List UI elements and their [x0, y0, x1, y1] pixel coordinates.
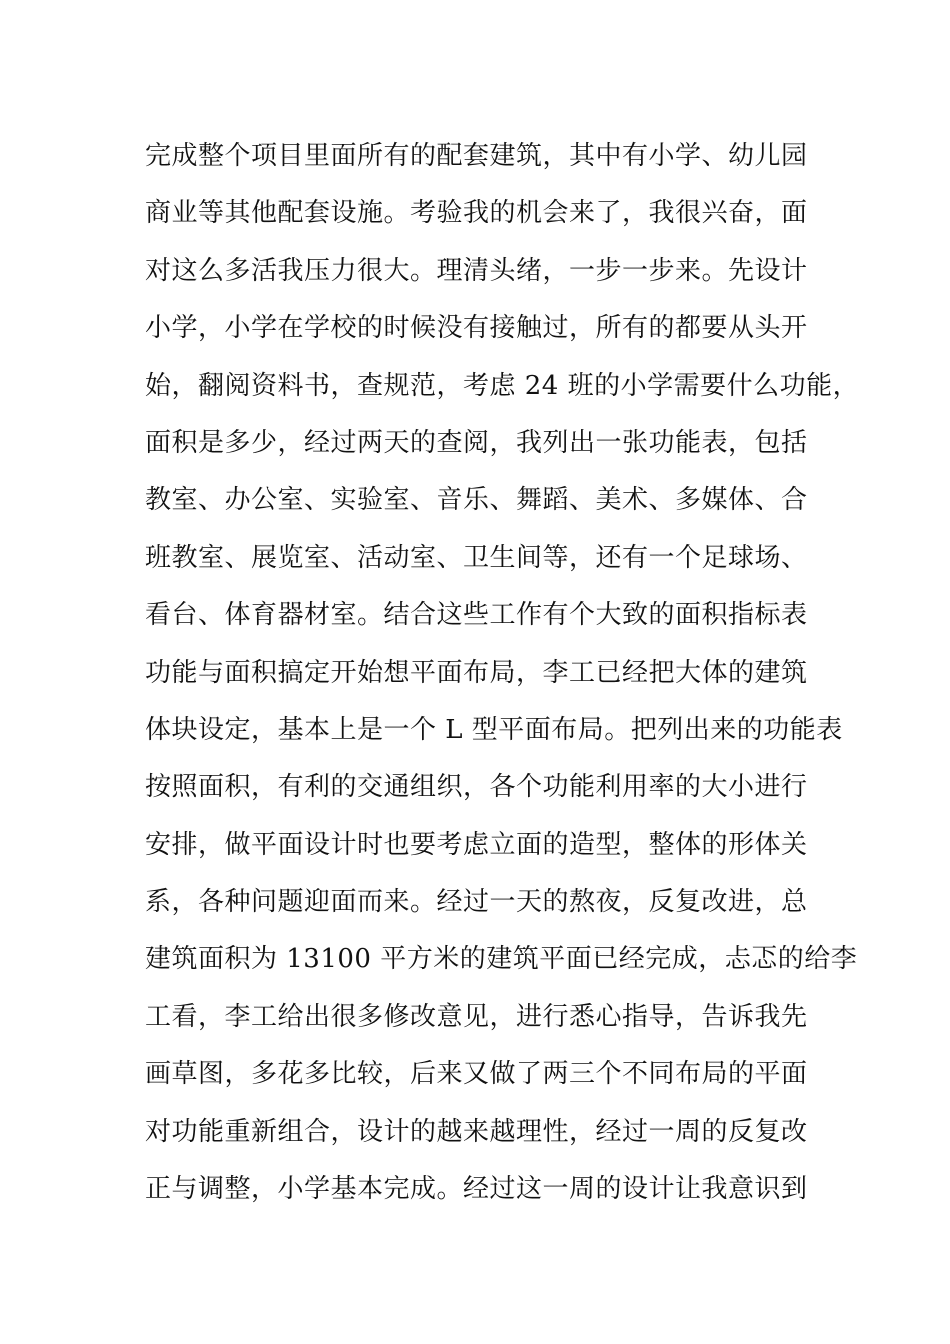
text-line: 始，翻阅资料书，查规范，考虑 24 班的小学需要什么功能， [145, 370, 860, 401]
text-line: 工看，李工给出很多修改意见，进行悉心指导，告诉我先 [145, 1001, 808, 1032]
text-line: 小学，小学在学校的时候没有接触过，所有的都要从头开 [145, 313, 808, 344]
text-line: 建筑面积为 13100 平方米的建筑平面已经完成，忐忑的给李 [145, 944, 858, 975]
text-line: 看台、体育器材室。结合这些工作有个大致的面积指标表 [145, 600, 808, 631]
text-line: 面积是多少，经过两天的查阅，我列出一张功能表，包括 [145, 427, 808, 458]
text-line: 班教室、展览室、活动室、卫生间等，还有一个足球场、 [145, 542, 808, 573]
text-line: 对这么多活我压力很大。理清头绪，一步一步来。先设计 [145, 255, 808, 286]
text-line: 系，各种问题迎面而来。经过一天的熬夜，反复改进，总 [145, 887, 808, 918]
text-line: 安排，做平面设计时也要考虑立面的造型，整体的形体关 [145, 829, 808, 860]
text-line: 功能与面积搞定开始想平面布局，李工已经把大体的建筑 [145, 657, 808, 688]
text-line: 按照面积，有利的交通组织，各个功能利用率的大小进行 [145, 772, 808, 803]
text-line: 画草图，多花多比较，后来又做了两三个不同布局的平面 [145, 1059, 808, 1090]
text-line: 对功能重新组合，设计的越来越理性，经过一周的反复改 [145, 1116, 808, 1147]
text-line: 正与调整，小学基本完成。经过这一周的设计让我意识到 [145, 1174, 808, 1205]
text-line: 商业等其他配套设施。考验我的机会来了，我很兴奋，面 [145, 198, 808, 229]
body-text [145, 128, 860, 1218]
text-line: 完成整个项目里面所有的配套建筑，其中有小学、幼儿园 [145, 141, 808, 171]
text-line: 教室、办公室、实验室、音乐、舞蹈、美术、多媒体、合 [145, 485, 808, 516]
text-line: 体块设定，基本上是一个 L 型平面布局。把列出来的功能表 [145, 714, 843, 745]
